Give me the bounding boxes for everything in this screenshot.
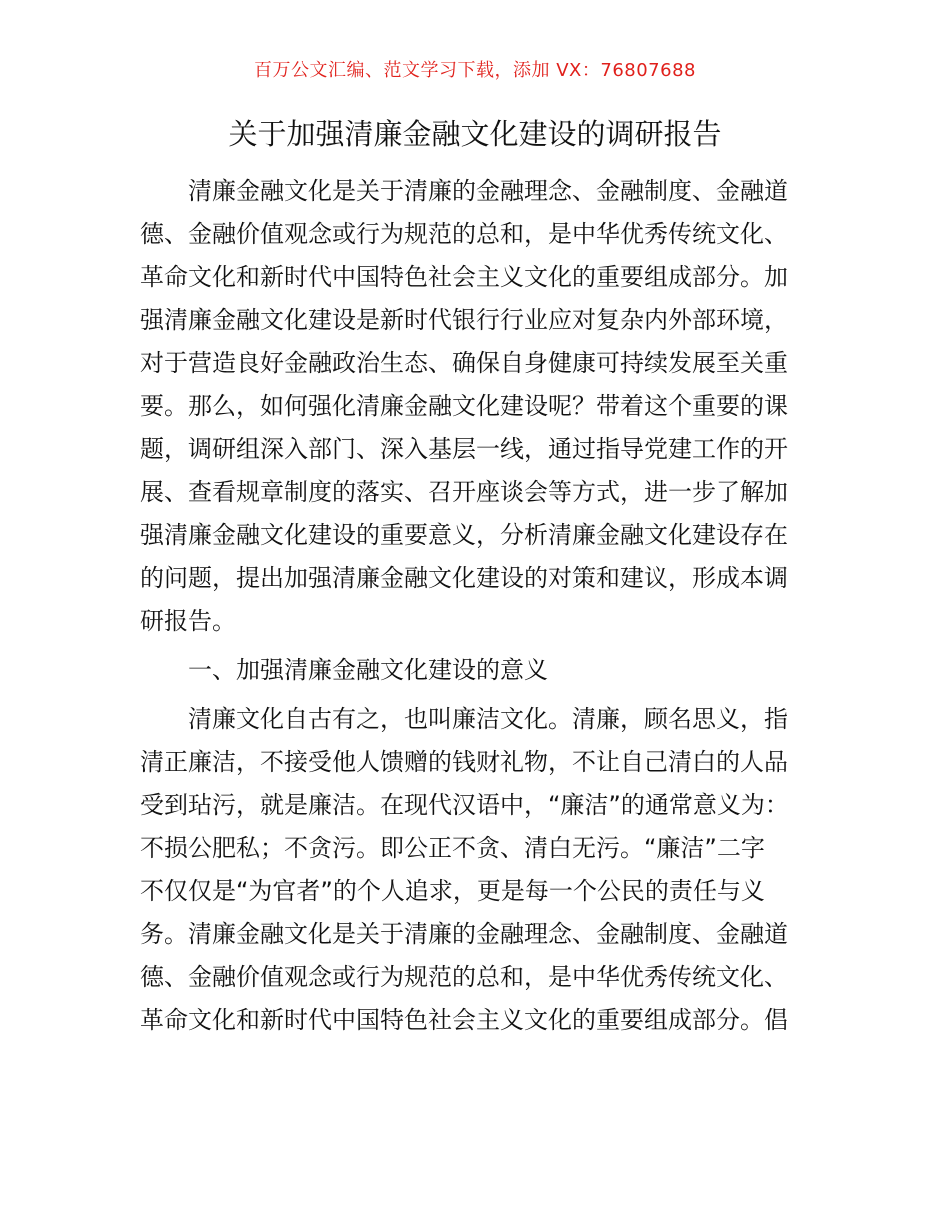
header-note: 百万公文汇编、范文学习下载，添加 VX：76807688	[254, 60, 696, 81]
section-heading-text: 一、加强清廉金融文化建设的意义	[188, 656, 548, 684]
paragraph-intro	[140, 170, 830, 643]
text-line: 革命文化和新时代中国特色社会主义文化的重要组成部分。倡	[140, 1006, 788, 1034]
text-line: 德、金融价值观念或行为规范的总和，是中华优秀传统文化、	[140, 220, 788, 248]
text-line: 不仅仅是“为官者”的个人追求，更是每一个公民的责任与义	[140, 877, 765, 905]
document-title: 关于加强清廉金融文化建设的调研报告	[228, 117, 722, 151]
section-heading	[140, 649, 830, 692]
text-line: 德、金融价值观念或行为规范的总和，是中华优秀传统文化、	[140, 963, 788, 991]
text-line: 要。那么，如何强化清廉金融文化建设呢？带着这个重要的课	[140, 392, 788, 420]
text-line: 的问题，提出加强清廉金融文化建设的对策和建议，形成本调	[140, 564, 788, 592]
text-line: 清正廉洁，不接受他人馈赠的钱财礼物，不让自己清白的人品	[140, 748, 788, 776]
text-line: 强清廉金融文化建设是新时代银行行业应对复杂内外部环境，	[140, 306, 788, 334]
text-line: 题，调研组深入部门、深入基层一线，通过指导党建工作的开	[140, 435, 788, 463]
document-body	[140, 170, 830, 1042]
text-line: 清廉文化自古有之，也叫廉洁文化。清廉，顾名思义，指	[188, 705, 788, 733]
text-line: 对于营造良好金融政治生态、确保自身健康可持续发展至关重	[140, 349, 788, 377]
text-line: 受到玷污，就是廉洁。在现代汉语中，“廉洁”的通常意义为：	[140, 791, 789, 819]
text-line: 研报告。	[140, 607, 236, 635]
text-line: 不损公肥私；不贪污。即公正不贪、清白无污。“廉洁”二字	[140, 834, 765, 862]
text-line: 展、查看规章制度的落实、召开座谈会等方式，进一步了解加	[140, 478, 788, 506]
text-line: 强清廉金融文化建设的重要意义，分析清廉金融文化建设存在	[140, 521, 788, 549]
text-line: 革命文化和新时代中国特色社会主义文化的重要组成部分。加	[140, 263, 788, 291]
paragraph-significance	[140, 698, 830, 1042]
text-line: 清廉金融文化是关于清廉的金融理念、金融制度、金融道	[188, 177, 788, 205]
text-line: 务。清廉金融文化是关于清廉的金融理念、金融制度、金融道	[140, 920, 788, 948]
